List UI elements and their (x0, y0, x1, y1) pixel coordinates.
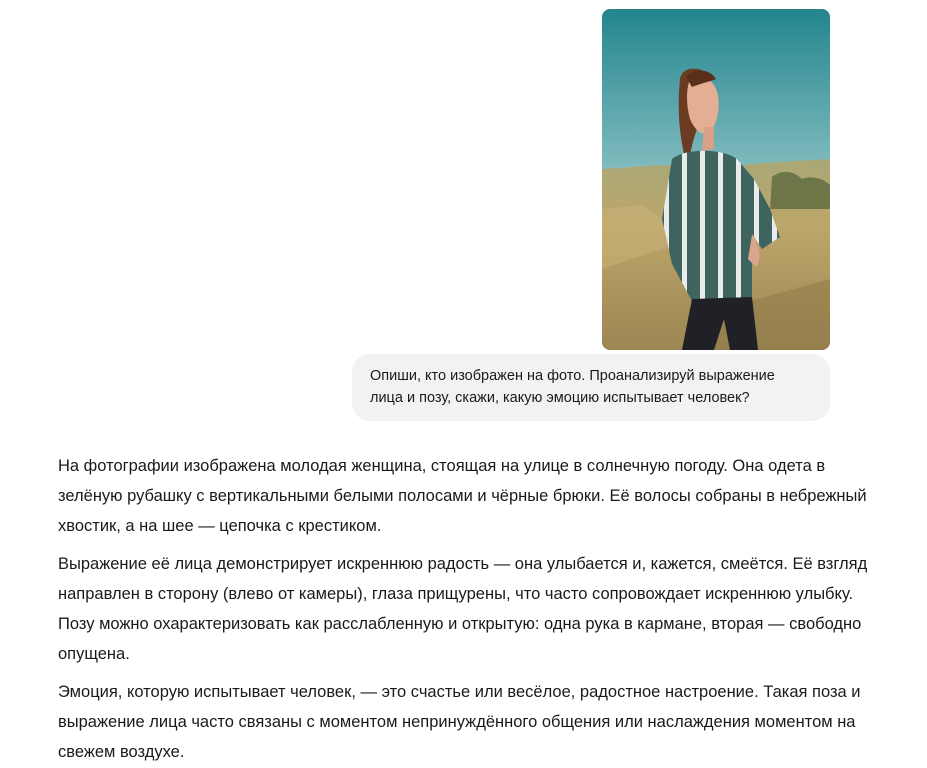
assistant-paragraph: Выражение её лица демонстрирует искреннюю радость — она улыбается и, кажется, смеётся. Её взгляд направлен в сторону (влево от камеры), глаза прищурены, что часто сопровождает искреннюю улыбку. Позу можно охарактеризовать как расслабленную и открытую: одна рука в кармане, вторая — свободно опущена. (58, 555, 868, 663)
assistant-message (58, 451, 876, 768)
attached-photo[interactable] (602, 9, 830, 350)
assistant-paragraph: На фотографии изображена молодая женщина, стоящая на улице в солнечную погоду. Она одета в зелёную рубашку с вертикальными белыми полосами и чёрные брюки. Её волосы собраны в небрежный хвостик, а на шее — цепочка с крестиком. (58, 457, 867, 535)
assistant-paragraph: Эмоция, которую испытывает человек, — это счастье или весёлое, радостное настроение. Такая поза и выражение лица часто связаны с моментом непринуждённого общения или наслаждения моментом на свежем воздухе. (58, 683, 861, 761)
user-message (352, 9, 830, 421)
user-message-text: Опиши, кто изображен на фото. Проанализируй выражение лица и позу, скажи, какую эмоцию испытывает человек? (352, 354, 830, 421)
